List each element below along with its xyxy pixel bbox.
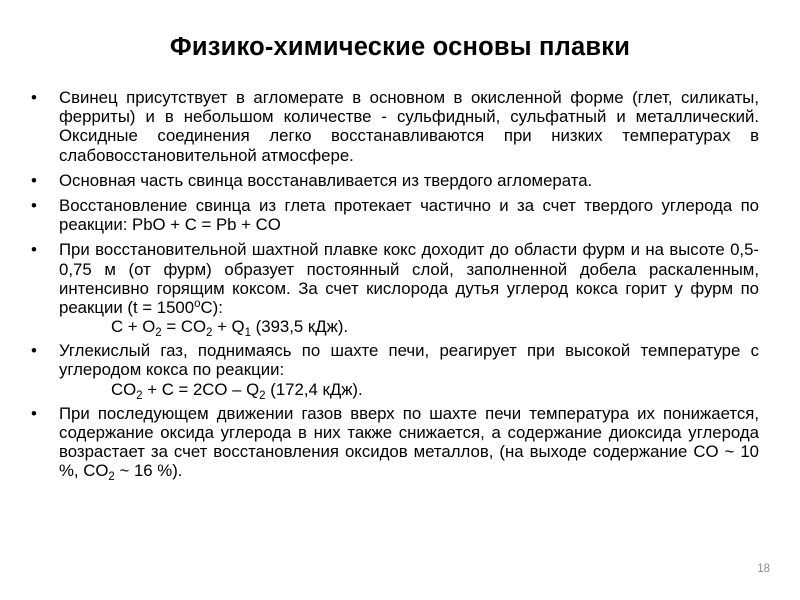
equation-subscript: 2	[259, 389, 266, 402]
bullet-text	[59, 403, 759, 484]
equation-part: = CO	[161, 317, 206, 337]
bullet-text-part: ~ 16 %).	[114, 461, 183, 481]
equation-subscript: 2	[206, 327, 213, 340]
equation-part: + Q	[212, 317, 245, 337]
slide-content	[31, 88, 759, 486]
equation-subscript: 2	[155, 327, 162, 340]
bullet-item	[31, 88, 759, 165]
page-number: 18	[757, 563, 770, 575]
bullet-item	[31, 341, 759, 379]
bullet-text-part: При последующем движении газов вверх по шахте печи температура их понижается, содержание оксида углерода в них также снижается, а содержание диоксида углерода возрастает за счет восстановления оксидов металлов, (на выходе содержание CO ~ 10 %, CO	[59, 403, 759, 481]
bullet-text: Свинец присутствует в агломерате в основном в окисленной форме (глет, силикаты, ферриты) и в небольшом количестве - сульфидный, сульфатный и металлический. Оксидные соединения легко восстанавливаются при низких температурах в слабовосстановительной атмосфере.	[59, 88, 759, 165]
reaction-equation	[31, 380, 759, 402]
superscript: o	[194, 298, 201, 311]
bullet-icon: •	[31, 403, 37, 423]
equation-subscript: 1	[244, 327, 251, 340]
reaction-equation	[31, 317, 759, 339]
bullet-item	[31, 171, 759, 190]
bullet-text-part: С):	[200, 298, 223, 318]
bullet-icon: •	[31, 170, 37, 190]
bullet-icon: •	[31, 240, 37, 260]
bullet-icon: •	[31, 88, 37, 107]
bullet-text: Восстановление свинца из глета протекает частично и за счет твердого углерода по реакции: PbO + C = Pb + CO	[59, 196, 759, 235]
equation-part: + C = 2CO – Q	[142, 379, 260, 399]
equation-part: (393,5 кДж).	[251, 317, 349, 337]
bullet-icon: •	[31, 196, 37, 216]
equation-part: (172,4 кДж).	[265, 379, 363, 399]
slide-title: Физико-химические основы плавки	[169, 33, 631, 61]
bullet-icon: •	[31, 341, 37, 361]
equation-part: C + O	[111, 317, 156, 337]
bullet-text: Основная часть свинца восстанавливается из твердого агломерата.	[59, 170, 593, 190]
bullet-item	[31, 240, 759, 317]
equation-subscript: 2	[136, 389, 143, 402]
bullet-item	[31, 403, 759, 484]
subscript: 2	[108, 471, 115, 484]
bullet-text-part: При восстановительной шахтной плавке кокс доходит до области фурм и на высоте 0,5-0,75 м (от фурм) образует постоянный слой, заполненной добела раскаленным, интенсивно горящим коксом. За счет кислорода дутья углерод кокса горит у фурм по реакции (t = 1500	[59, 240, 759, 318]
bullet-item	[31, 196, 759, 234]
bullet-text	[59, 240, 759, 317]
bullet-text: Углекислый газ, поднимаясь по шахте печи, реагирует при высокой температуре с углеродом кокса по реакции:	[59, 341, 759, 380]
equation-part: CO	[111, 379, 137, 399]
